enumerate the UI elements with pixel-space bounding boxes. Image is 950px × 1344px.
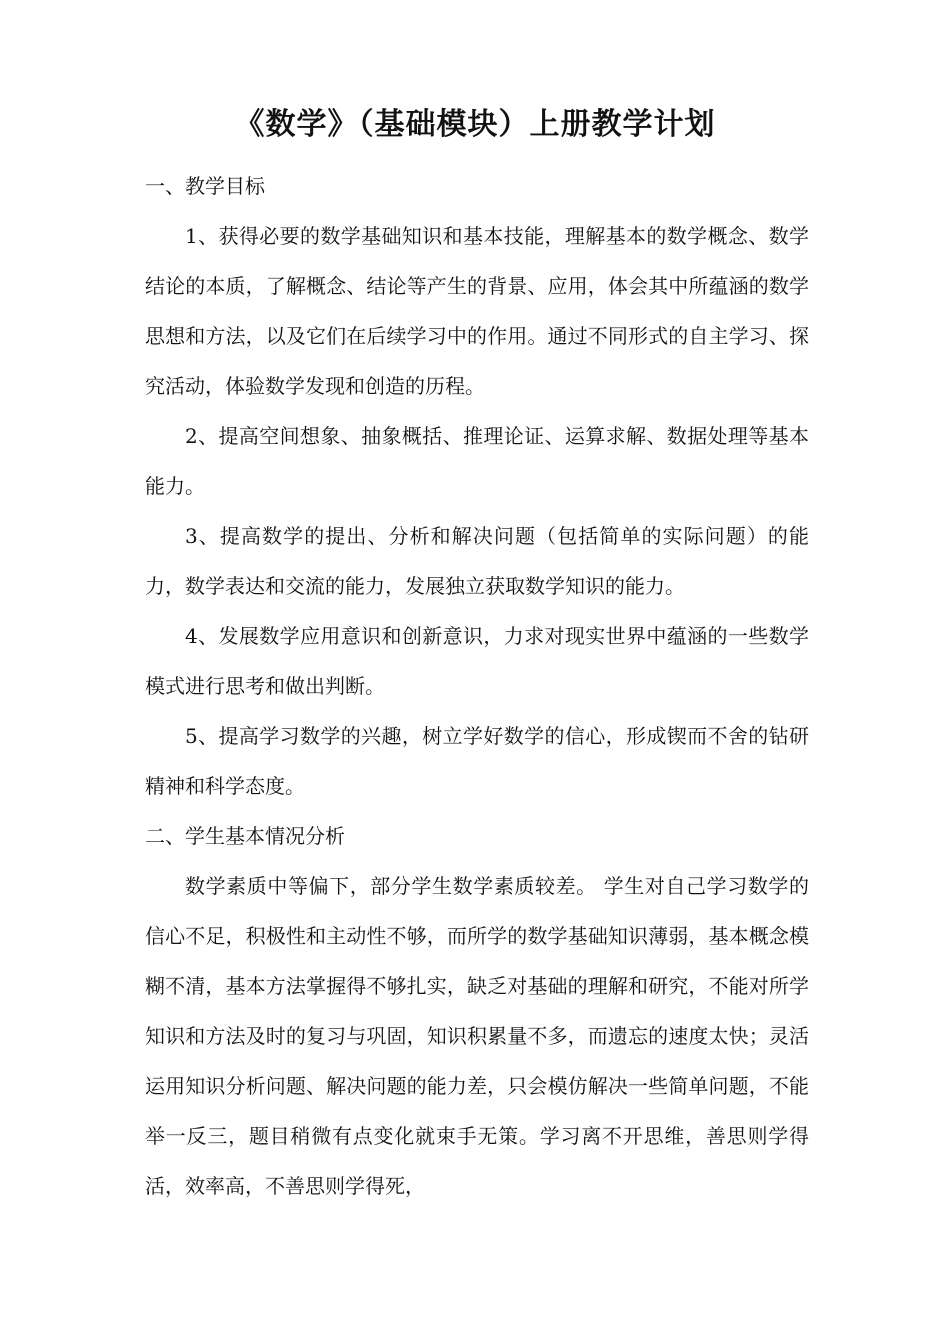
section-heading-student-analysis: 二、学生基本情况分析 [145, 824, 345, 848]
goal-item-1: 1、获得必要的数学基础知识和基本技能，理解基本的数学概念、数学结论的本质，了解概念、结论等产生的背景、应用，体会其中所蕴涵的数学思想和方法，以及它们在后续学习中的作用。通过不同形式的自主学习、探究活动，体验数学发现和创造的历程。 [145, 224, 809, 398]
document-title: 《数学》（基础模块）上册教学计划 [234, 107, 716, 142]
section-heading-teaching-goals: 一、教学目标 [145, 174, 265, 198]
goal-item-2: 2、提高空间想象、抽象概括、推理论证、运算求解、数据处理等基本能力。 [145, 424, 809, 498]
document-body [145, 161, 809, 1211]
student-analysis-paragraph: 数学素质中等偏下，部分学生数学素质较差。 学生对自己学习数学的信心不足，积极性和主动性不够，而所学的数学基础知识薄弱，基本概念模糊不清，基本方法掌握得不够扎实，缺乏对基础的理解和研究，不能对所学知识和方法及时的复习与巩固，知识积累量不多，而遗忘的速度太快；灵活运用知识分析问题、解决问题的能力差，只会模仿解决一些简单问题，不能举一反三，题目稍微有点变化就束手无策。学习离不开思维，善思则学得活，效率高，不善思则学得死， [145, 874, 809, 1198]
goal-item-5: 5、提高学习数学的兴趣，树立学好数学的信心，形成锲而不舍的钻研精神和科学态度。 [145, 724, 809, 798]
goal-item-3: 3、提高数学的提出、分析和解决问题（包括简单的实际问题）的能力，数学表达和交流的能力，发展独立获取数学知识的能力。 [145, 524, 809, 598]
goal-item-4: 4、发展数学应用意识和创新意识，力求对现实世界中蕴涵的一些数学模式进行思考和做出判断。 [145, 624, 809, 698]
